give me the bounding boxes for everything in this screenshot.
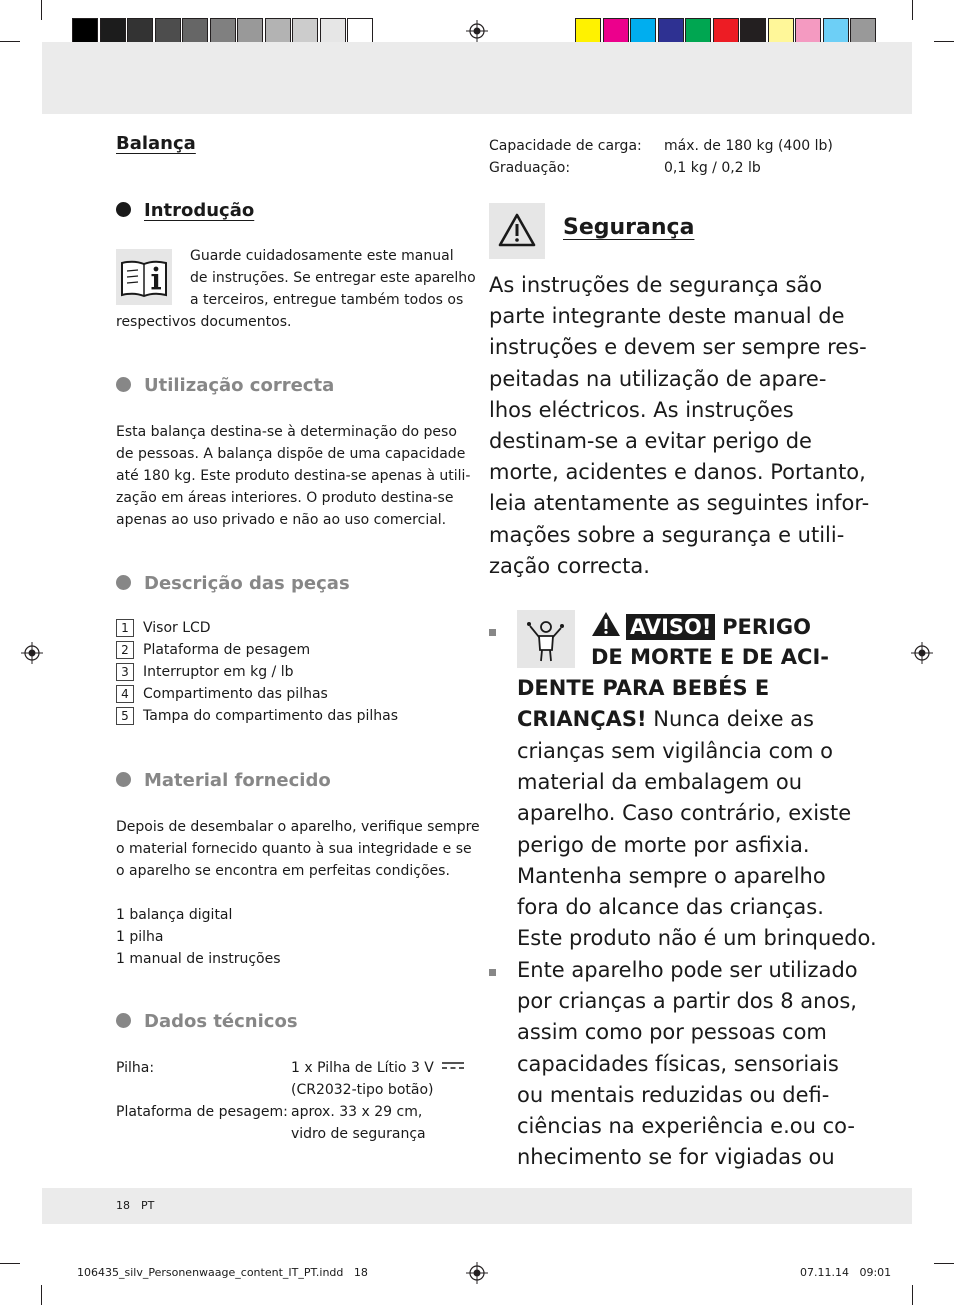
- part-number: 5: [116, 707, 134, 725]
- color-swatch: [210, 18, 236, 44]
- spec-value-plataforma: aprox. 33 x 29 cm,: [291, 1104, 423, 1120]
- color-swatch: [713, 18, 739, 44]
- direct-current-icon: [442, 1061, 464, 1071]
- child-icon: [517, 610, 575, 668]
- color-swatch: [320, 18, 346, 44]
- part-number: 4: [116, 685, 134, 703]
- spec-value-pilha-type: (CR2032-tipo botão): [291, 1082, 434, 1098]
- bullet-dot-icon: [116, 575, 131, 590]
- part-label: Compartimento das pilhas: [143, 686, 328, 702]
- print-date: 07.11.14 09:01: [800, 1266, 892, 1279]
- warning-text: crianças sem vigilância com o material da embalagem ou aparelho. Caso contrário, existe perigo de morte por asfixia. Mantenha sempre o aparelho fora do alcance das crianças. Este produto não é um brinquedo.: [517, 739, 877, 951]
- color-swatch: [850, 18, 876, 44]
- color-swatch: [768, 18, 794, 44]
- registration-mark-icon: [21, 642, 43, 664]
- part-number: 3: [116, 663, 134, 681]
- registration-mark-icon: [911, 642, 933, 664]
- color-swatch: [630, 18, 656, 44]
- color-swatch: [658, 18, 684, 44]
- crop-mark: [934, 1263, 954, 1264]
- material-text: Depois de desembalar o aparelho, verifique sempre o material fornecido quanto à sua integridade e se o aparelho se encontra em perfeitas condições.: [116, 819, 480, 879]
- bullet-dot-icon: [116, 772, 131, 787]
- color-swatch: [603, 18, 629, 44]
- crop-mark: [912, 0, 913, 20]
- crop-mark: [41, 0, 42, 20]
- color-swatch: [100, 18, 126, 44]
- list-item: [116, 617, 398, 639]
- color-swatch: [155, 18, 181, 44]
- seguranca-text: As instruções de segurança são parte integrante deste manual de instruções e devem ser sempre res- peitadas na utilização de apare- lhos eléctricos. As instruções destinam-se a evitar perigo de morte, acidentes e danos. Portanto, leia atentamente as seguintes infor- mações sobre a segurança e utili- zação correcta.: [489, 273, 870, 578]
- part-number: 2: [116, 641, 134, 659]
- color-swatch: [685, 18, 711, 44]
- section-heading-utilizacao: Utilização correcta: [116, 375, 334, 396]
- warning-box: [489, 203, 545, 259]
- warning-triangle-icon: [591, 611, 621, 637]
- color-swatch: [237, 18, 263, 44]
- list-item: 1 manual de instruções: [116, 951, 281, 967]
- part-label: Tampa do compartimento das pilhas: [143, 708, 399, 724]
- spec-label-pilha: Pilha:: [116, 1060, 155, 1076]
- warning-triangle-icon: [489, 203, 545, 259]
- section-heading-descricao: Descrição das peças: [116, 573, 350, 594]
- part-number: 1: [116, 619, 134, 637]
- list-item: 1 pilha: [116, 929, 164, 945]
- crop-mark: [912, 1285, 913, 1305]
- color-swatch: [795, 18, 821, 44]
- part-label: Plataforma de pesagem: [143, 642, 311, 658]
- warning-badge: AVISO!: [626, 614, 715, 640]
- parts-list: [116, 617, 398, 727]
- part-label: Visor LCD: [143, 620, 211, 636]
- crop-mark: [0, 41, 20, 42]
- part-label: Interruptor em kg / lb: [143, 664, 294, 680]
- registration-mark-icon: [466, 1262, 488, 1284]
- section-heading-material: Material fornecido: [116, 770, 331, 791]
- section-heading-dados: Dados técnicos: [116, 1011, 298, 1032]
- bullet-dot-icon: [116, 377, 131, 392]
- crop-mark: [0, 1263, 20, 1264]
- color-swatch: [740, 18, 766, 44]
- spec-value-capacidade: máx. de 180 kg (400 lb): [664, 138, 833, 154]
- material-items: [116, 904, 476, 970]
- spec-label-graduacao: Graduação:: [489, 160, 571, 176]
- bullet-dot-icon: [116, 202, 131, 217]
- utilizacao-text: Esta balança destina-se à determinação do peso de pessoas. A balança dispõe de uma capacidade até 180 kg. Este produto destina-se apenas à utili- zação em áreas interiores. O produto destina-se apenas ao uso privado e não ao uso comercial.: [116, 424, 471, 528]
- color-swatch: [292, 18, 318, 44]
- spec-value-plataforma-material: vidro de segurança: [291, 1126, 426, 1142]
- bullet-square-icon: [489, 969, 496, 976]
- page-header-band: [42, 42, 912, 114]
- bullet-text: Ente aparelho pode ser utilizado por crianças a partir dos 8 anos, assim como por pessoas com capacidades físicas, sensoriais ou mentais reduzidas ou defi- ciências na experiência e.ou co- nhecimento se for vigiadas ou: [517, 958, 858, 1170]
- warning-title-line: AVISO! PERIGO: [591, 611, 811, 643]
- crop-mark: [934, 41, 954, 42]
- list-item: [116, 705, 398, 727]
- language-code: PT: [141, 1199, 155, 1212]
- list-item: [116, 683, 398, 705]
- file-name: 106435_silv_Personenwaage_content_IT_PT.indd 18: [77, 1266, 368, 1279]
- section-heading-introducao: Introdução: [116, 200, 254, 221]
- intro-text: Guarde cuidadosamente este manual de instruções. Se entregar este aparelho a terceiros, entregue também todos os respectivos documentos.: [116, 248, 476, 330]
- list-item: 1 balança digital: [116, 907, 233, 923]
- crop-mark: [41, 1285, 42, 1305]
- color-swatch: [127, 18, 153, 44]
- color-swatch: [575, 18, 601, 44]
- spec-value-pilha: 1 x Pilha de Lítio 3 V: [291, 1057, 464, 1079]
- spec-label-capacidade: Capacidade de carga:: [489, 138, 642, 154]
- spec-label-plataforma: Plataforma de pesagem:: [116, 1104, 288, 1120]
- page-number: 18: [116, 1199, 130, 1212]
- list-item: [116, 661, 398, 683]
- color-swatch: [182, 18, 208, 44]
- registration-mark-icon: [466, 20, 488, 42]
- bullet-square-icon: [489, 629, 496, 636]
- child-warning-box: [517, 610, 575, 668]
- document-title: Balança: [116, 133, 196, 154]
- section-heading-seguranca: Segurança: [563, 215, 695, 240]
- color-swatch: [347, 18, 373, 44]
- color-swatch: [823, 18, 849, 44]
- page-footer-band: [42, 1188, 912, 1224]
- list-item: [116, 639, 398, 661]
- color-swatch: [265, 18, 291, 44]
- color-swatch: [72, 18, 98, 44]
- bullet-dot-icon: [116, 1013, 131, 1028]
- spec-value-graduacao: 0,1 kg / 0,2 lb: [664, 160, 761, 176]
